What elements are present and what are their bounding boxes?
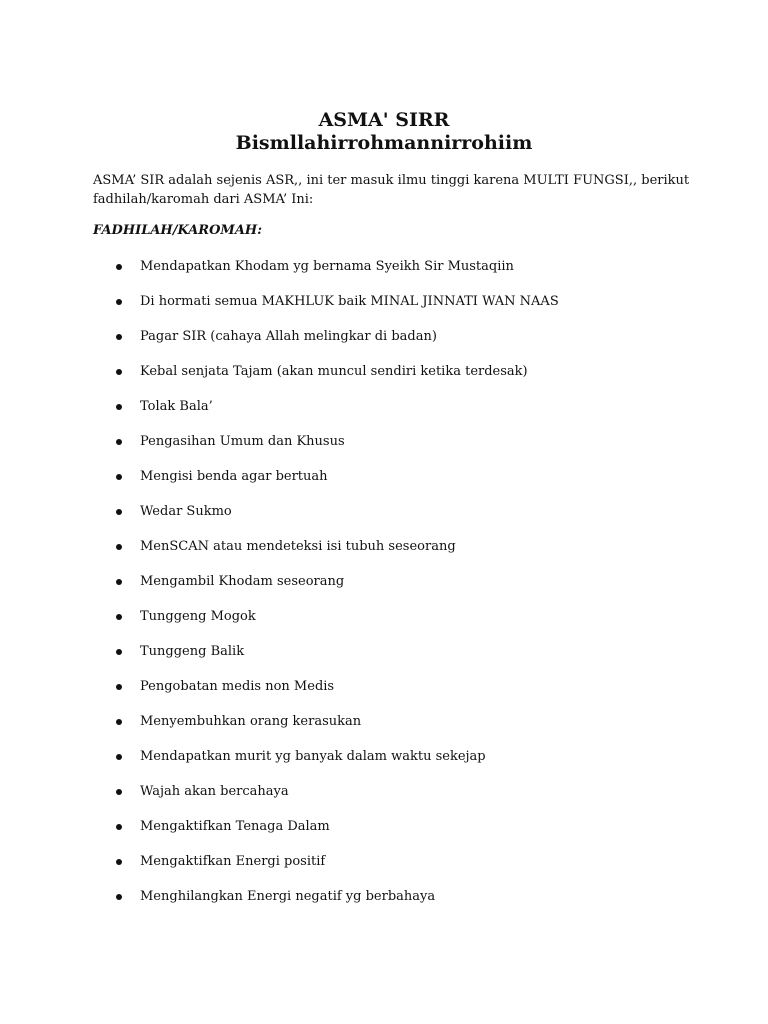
list-item-text: Mendapatkan Khodam yg bernama Syeikh Sir Mustaqiin <box>140 259 514 274</box>
bullet-icon <box>116 579 122 585</box>
bullet-icon <box>116 789 122 795</box>
bullet-icon <box>116 369 122 375</box>
list-item <box>0 326 768 361</box>
fadhilah-list <box>0 256 768 921</box>
list-item <box>0 291 768 326</box>
list-item <box>0 711 768 746</box>
list-item <box>0 501 768 536</box>
list-item-text: Di hormati semua MAKHLUK baik MINAL JINNATI WAN NAAS <box>140 294 559 309</box>
document-title: ASMA' SIRR <box>318 109 450 131</box>
list-item-text: Pengobatan medis non Medis <box>140 679 335 694</box>
bullet-icon <box>116 824 122 830</box>
bullet-icon <box>116 439 122 445</box>
list-item <box>0 641 768 676</box>
bullet-icon <box>116 299 122 305</box>
list-item <box>0 781 768 816</box>
bullet-icon <box>116 614 122 620</box>
list-item <box>0 606 768 641</box>
document-subtitle: Bismllahirrohmannirrohiim <box>235 132 533 154</box>
bullet-icon <box>116 719 122 725</box>
bullet-icon <box>116 544 122 550</box>
list-item-text: Tunggeng Balik <box>140 644 245 659</box>
list-item <box>0 536 768 571</box>
list-item-text: Kebal senjata Tajam (akan muncul sendiri ketika terdesak) <box>140 364 528 379</box>
bullet-icon <box>116 264 122 270</box>
intro-paragraph: ASMA’ SIR adalah sejenis ASR,, ini ter masuk ilmu tinggi karena MULTI FUNGSI,, berikut fadhilah/karomah dari ASMA’ Ini: <box>93 173 690 207</box>
list-item-text: Mendapatkan murit yg banyak dalam waktu sekejap <box>140 749 486 764</box>
bullet-icon <box>116 474 122 480</box>
list-item-text: Pagar SIR (cahaya Allah melingkar di badan) <box>140 329 437 344</box>
list-item-text: Tolak Bala’ <box>140 399 213 414</box>
bullet-icon <box>116 649 122 655</box>
section-heading: FADHILAH/KAROMAH: <box>93 223 262 238</box>
list-item-text: Mengambil Khodam seseorang <box>140 574 345 589</box>
list-item-text: Mengaktifkan Tenaga Dalam <box>140 819 330 834</box>
bullet-icon <box>116 754 122 760</box>
list-item <box>0 816 768 851</box>
list-item <box>0 431 768 466</box>
list-item <box>0 396 768 431</box>
list-item-text: Mengaktifkan Energi positif <box>140 854 326 869</box>
list-item-text: Tunggeng Mogok <box>140 609 256 624</box>
bullet-icon <box>116 894 122 900</box>
bullet-icon <box>116 509 122 515</box>
list-item-text: Menyembuhkan orang kerasukan <box>140 714 362 729</box>
list-item-text: Mengisi benda agar bertuah <box>140 469 328 484</box>
list-item <box>0 746 768 781</box>
list-item-text: Wedar Sukmo <box>140 504 232 519</box>
list-item <box>0 571 768 606</box>
list-item-text: Wajah akan bercahaya <box>140 784 289 799</box>
list-item-text: MenSCAN atau mendeteksi isi tubuh seseorang <box>140 539 456 554</box>
list-item-text: Menghilangkan Energi negatif yg berbahaya <box>140 889 436 904</box>
list-item <box>0 886 768 921</box>
bullet-icon <box>116 684 122 690</box>
list-item-text: Pengasihan Umum dan Khusus <box>140 434 345 449</box>
bullet-icon <box>116 859 122 865</box>
list-item <box>0 466 768 501</box>
list-item <box>0 361 768 396</box>
bullet-icon <box>116 404 122 410</box>
list-item <box>0 256 768 291</box>
bullet-icon <box>116 334 122 340</box>
list-item <box>0 851 768 886</box>
list-item <box>0 676 768 711</box>
